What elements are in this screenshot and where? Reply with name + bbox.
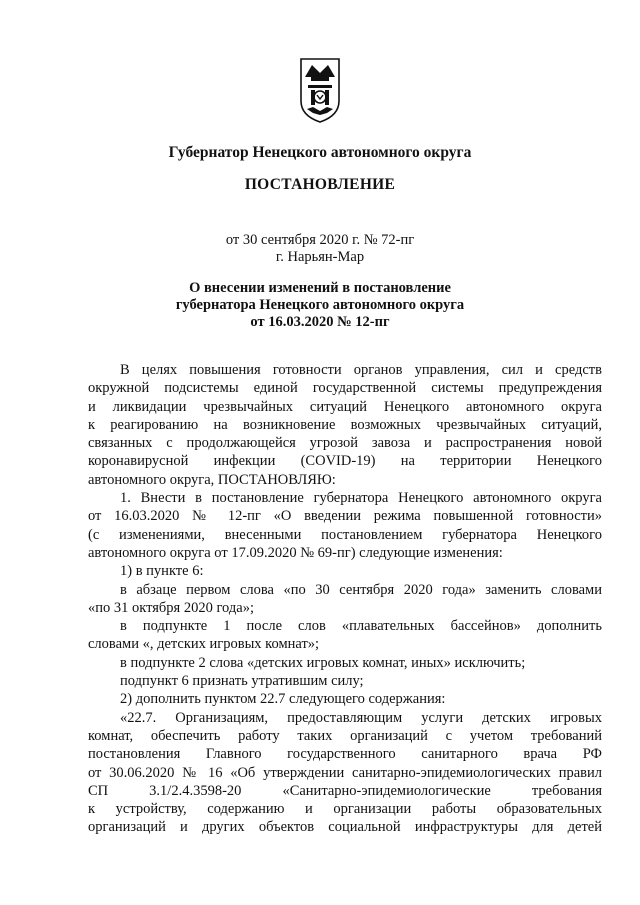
date-number-line: от 30 сентября 2020 г. № 72-пг [225, 232, 415, 248]
coat-of-arms-emblem [299, 57, 341, 123]
text-line: постановления Главного государственного санитарного врача РФ [88, 746, 602, 763]
text-line: связанных с продолжающейся угрозой завоза и распространения новой [88, 435, 602, 452]
place-line: г. Нарьян-Мар [275, 249, 365, 265]
issuing-authority: Губернатор Ненецкого автономного округа [168, 144, 472, 161]
text-line: в подпункте 1 после слов «плавательных бассейнов» дополнить [120, 618, 602, 635]
paragraph-22-7 [88, 709, 602, 837]
point-2-line: 2) дополнить пунктом 22.7 следующего содержания: [120, 691, 446, 708]
text-line: автономного округа от 17.09.2020 № 69-пг) следующие изменения: [88, 544, 503, 561]
title-line: О внесении изменений в постановление [189, 280, 451, 296]
text-line: словами «, детских игровых комнат»; [88, 636, 320, 653]
item-1-paragraph [88, 489, 602, 562]
text-line: (с изменениями, внесенными постановлением губернатора Ненецкого [88, 526, 602, 543]
subpoint-1-paragraph [88, 617, 602, 654]
subpoint-6-line: подпункт 6 признать утратившим силу; [120, 673, 364, 690]
point-6-line: 1) в пункте 6: [120, 563, 204, 580]
title-line: от 16.03.2020 № 12-пг [250, 314, 390, 330]
text-line: к устройству, содержанию и организации работы образовательных [88, 801, 602, 818]
document-type: ПОСТАНОВЛЕНИЕ [244, 176, 396, 193]
text-line: «по 31 октября 2020 года»; [88, 599, 254, 616]
text-line: 1. Внести в постановление губернатора Ненецкого автономного округа [120, 490, 602, 507]
title-line: губернатора Ненецкого автономного округа [175, 297, 465, 313]
text-line: к реагированию на возникновение возможных чрезвычайных ситуаций, [88, 416, 602, 433]
text-line: автономного округа, ПОСТАНОВЛЯЮ: [88, 471, 336, 488]
text-line: организаций и других объектов социальной инфраструктуры для детей [88, 819, 602, 836]
text-line: СП 3.1/2.4.3598-20 «Санитарно-эпидемиологические требования [88, 782, 602, 799]
text-line: от 30.06.2020 № 16 «Об утверждении санитарно-эпидемиологических правил [88, 764, 602, 781]
document-body [88, 361, 602, 837]
text-line: коронавирусной инфекции (COVID-19) на территории Ненецкого [88, 453, 602, 470]
text-line: комнат, обеспечить работу таких организаций с учетом требований [88, 727, 602, 744]
text-line: «22.7. Организациям, предоставляющим услуги детских игровых [120, 709, 602, 726]
subpoint-2-line: в подпункте 2 слова «детских игровых комнат, иных» исключить; [120, 654, 526, 671]
text-line: и ликвидации чрезвычайных ситуаций Ненецкого автономного округа [88, 398, 602, 415]
abzac-paragraph [88, 581, 602, 618]
document-title [0, 280, 640, 331]
text-line: В целях повышения готовности органов управления, сил и средств [120, 362, 602, 378]
text-line: окружной подсистемы единой государственной системы предупреждения [88, 380, 602, 397]
text-line: от 16.03.2020 № 12-пг «О введении режима повышенной готовности» [88, 508, 602, 525]
preamble-paragraph [88, 361, 602, 489]
text-line: в абзаце первом слова «по 30 сентября 2020 года» заменить словами [120, 581, 602, 598]
